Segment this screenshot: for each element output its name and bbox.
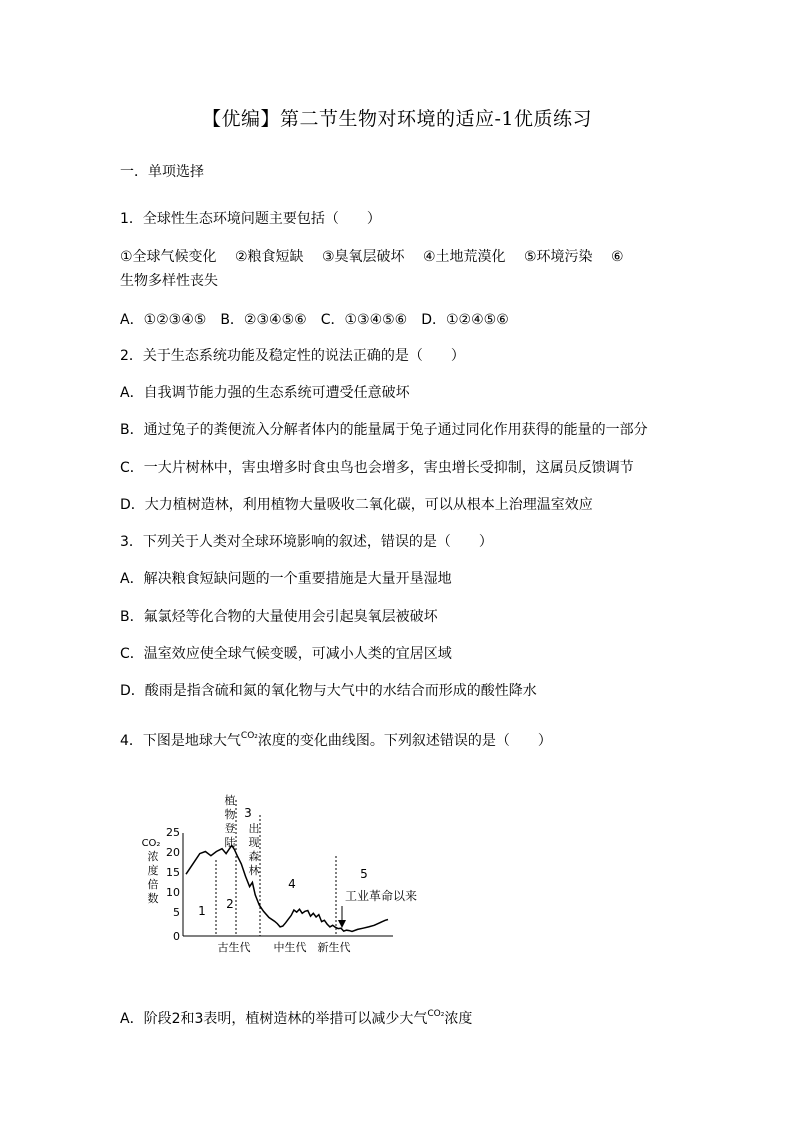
section-heading: 一．单项选择 xyxy=(120,164,204,180)
q1-items-line2: 生物多样性丧失 xyxy=(120,273,218,289)
annotation-char: 物 xyxy=(224,808,236,821)
q1-stem: 1．全球性生态环境问题主要包括（ ） xyxy=(120,211,381,227)
stage-label: 3 xyxy=(244,806,252,820)
era-label: 新生代 xyxy=(317,941,351,954)
q2-option-c: C．一大片树林中，害虫增多时食虫鸟也会增多，害虫增长受抑制，这属员反馈调节 xyxy=(120,460,634,476)
y-tick-label: 20 xyxy=(166,846,180,859)
q4-stem xyxy=(120,730,552,750)
annotation-industrial: 工业革命以来 xyxy=(344,889,418,903)
annotation-char: 陆 xyxy=(224,836,236,849)
q2-option-a: A．自我调节能力强的生态系统可遭受任意破坏 xyxy=(120,385,410,401)
co2-formula: CO₂ xyxy=(240,731,258,741)
annotation-char: 登 xyxy=(224,822,236,835)
q2-option-d: D．大力植树造林，利用植物大量吸收二氧化碳，可以从根本上治理温室效应 xyxy=(120,497,593,513)
era-label: 古生代 xyxy=(217,941,251,954)
y-label-char: 浓 xyxy=(147,850,159,863)
q4-stem-post: 浓度的变化曲线图。下列叙述错误的是（ ） xyxy=(257,733,552,749)
annotation-char: 林 xyxy=(248,864,260,877)
y-tick-label: 10 xyxy=(166,886,180,899)
annotation-char: 现 xyxy=(248,836,260,849)
stage-label: 5 xyxy=(360,867,368,881)
q1-options: A．①②③④⑤ B．②③④⑤⑥ C．①③④⑤⑥ D．①②④⑤⑥ xyxy=(120,312,509,328)
era-label: 中生代 xyxy=(273,941,307,954)
stage-label: 1 xyxy=(198,904,206,918)
q1-items-line1: ①全球气候变化 ②粮食短缺 ③臭氧层破坏 ④土地荒漠化 ⑤环境污染 ⑥ xyxy=(120,249,624,265)
y-label-co2: CO₂ xyxy=(141,838,161,849)
y-label-char: 度 xyxy=(147,864,159,877)
q3-option-a: A．解决粮食短缺问题的一个重要措施是大量开垦湿地 xyxy=(120,571,452,587)
q4-option-a-post: 浓度 xyxy=(444,1011,473,1027)
q3-stem: 3．下列关于人类对全球环境影响的叙述，错误的是（ ） xyxy=(120,534,493,550)
q3-option-b: B．氟氯烃等化合物的大量使用会引起臭氧层被破坏 xyxy=(120,609,438,625)
q3-option-d: D．酸雨是指含硫和氮的氧化物与大气中的水结合而形成的酸性降水 xyxy=(120,683,537,699)
q4-option-a-pre: A．阶段2和3表明，植树造林的举措可以减少大气 xyxy=(120,1011,428,1027)
co2-formula: CO₂ xyxy=(427,1009,445,1019)
annotation-char: 出 xyxy=(248,822,260,835)
stage-label: 4 xyxy=(288,877,296,891)
y-tick-label: 15 xyxy=(166,866,180,879)
y-tick-label: 25 xyxy=(166,826,180,839)
q4-stem-pre: 4．下图是地球大气 xyxy=(120,733,241,749)
q4-option-a xyxy=(120,1008,472,1028)
y-tick-label: 5 xyxy=(173,906,180,919)
y-tick-label: 0 xyxy=(173,930,180,943)
annotation-char: 森 xyxy=(248,850,260,863)
q2-stem: 2．关于生态系统功能及稳定性的说法正确的是（ ） xyxy=(120,348,465,364)
y-label-char: 倍 xyxy=(147,878,159,891)
industrial-arrowhead xyxy=(338,920,346,928)
q2-option-b: B．通过兔子的粪便流入分解者体内的能量属于兔子通过同化作用获得的能量的一部分 xyxy=(120,422,648,438)
page-title: 【优编】第二节生物对环境的适应-1优质练习 xyxy=(201,108,592,130)
y-label-char: 数 xyxy=(147,892,159,905)
annotation-char: 植 xyxy=(224,794,236,807)
co2-chart xyxy=(138,790,438,965)
q3-option-c: C．温室效应使全球气候变暖，可减小人类的宜居区域 xyxy=(120,646,452,662)
stage-label: 2 xyxy=(226,897,234,911)
